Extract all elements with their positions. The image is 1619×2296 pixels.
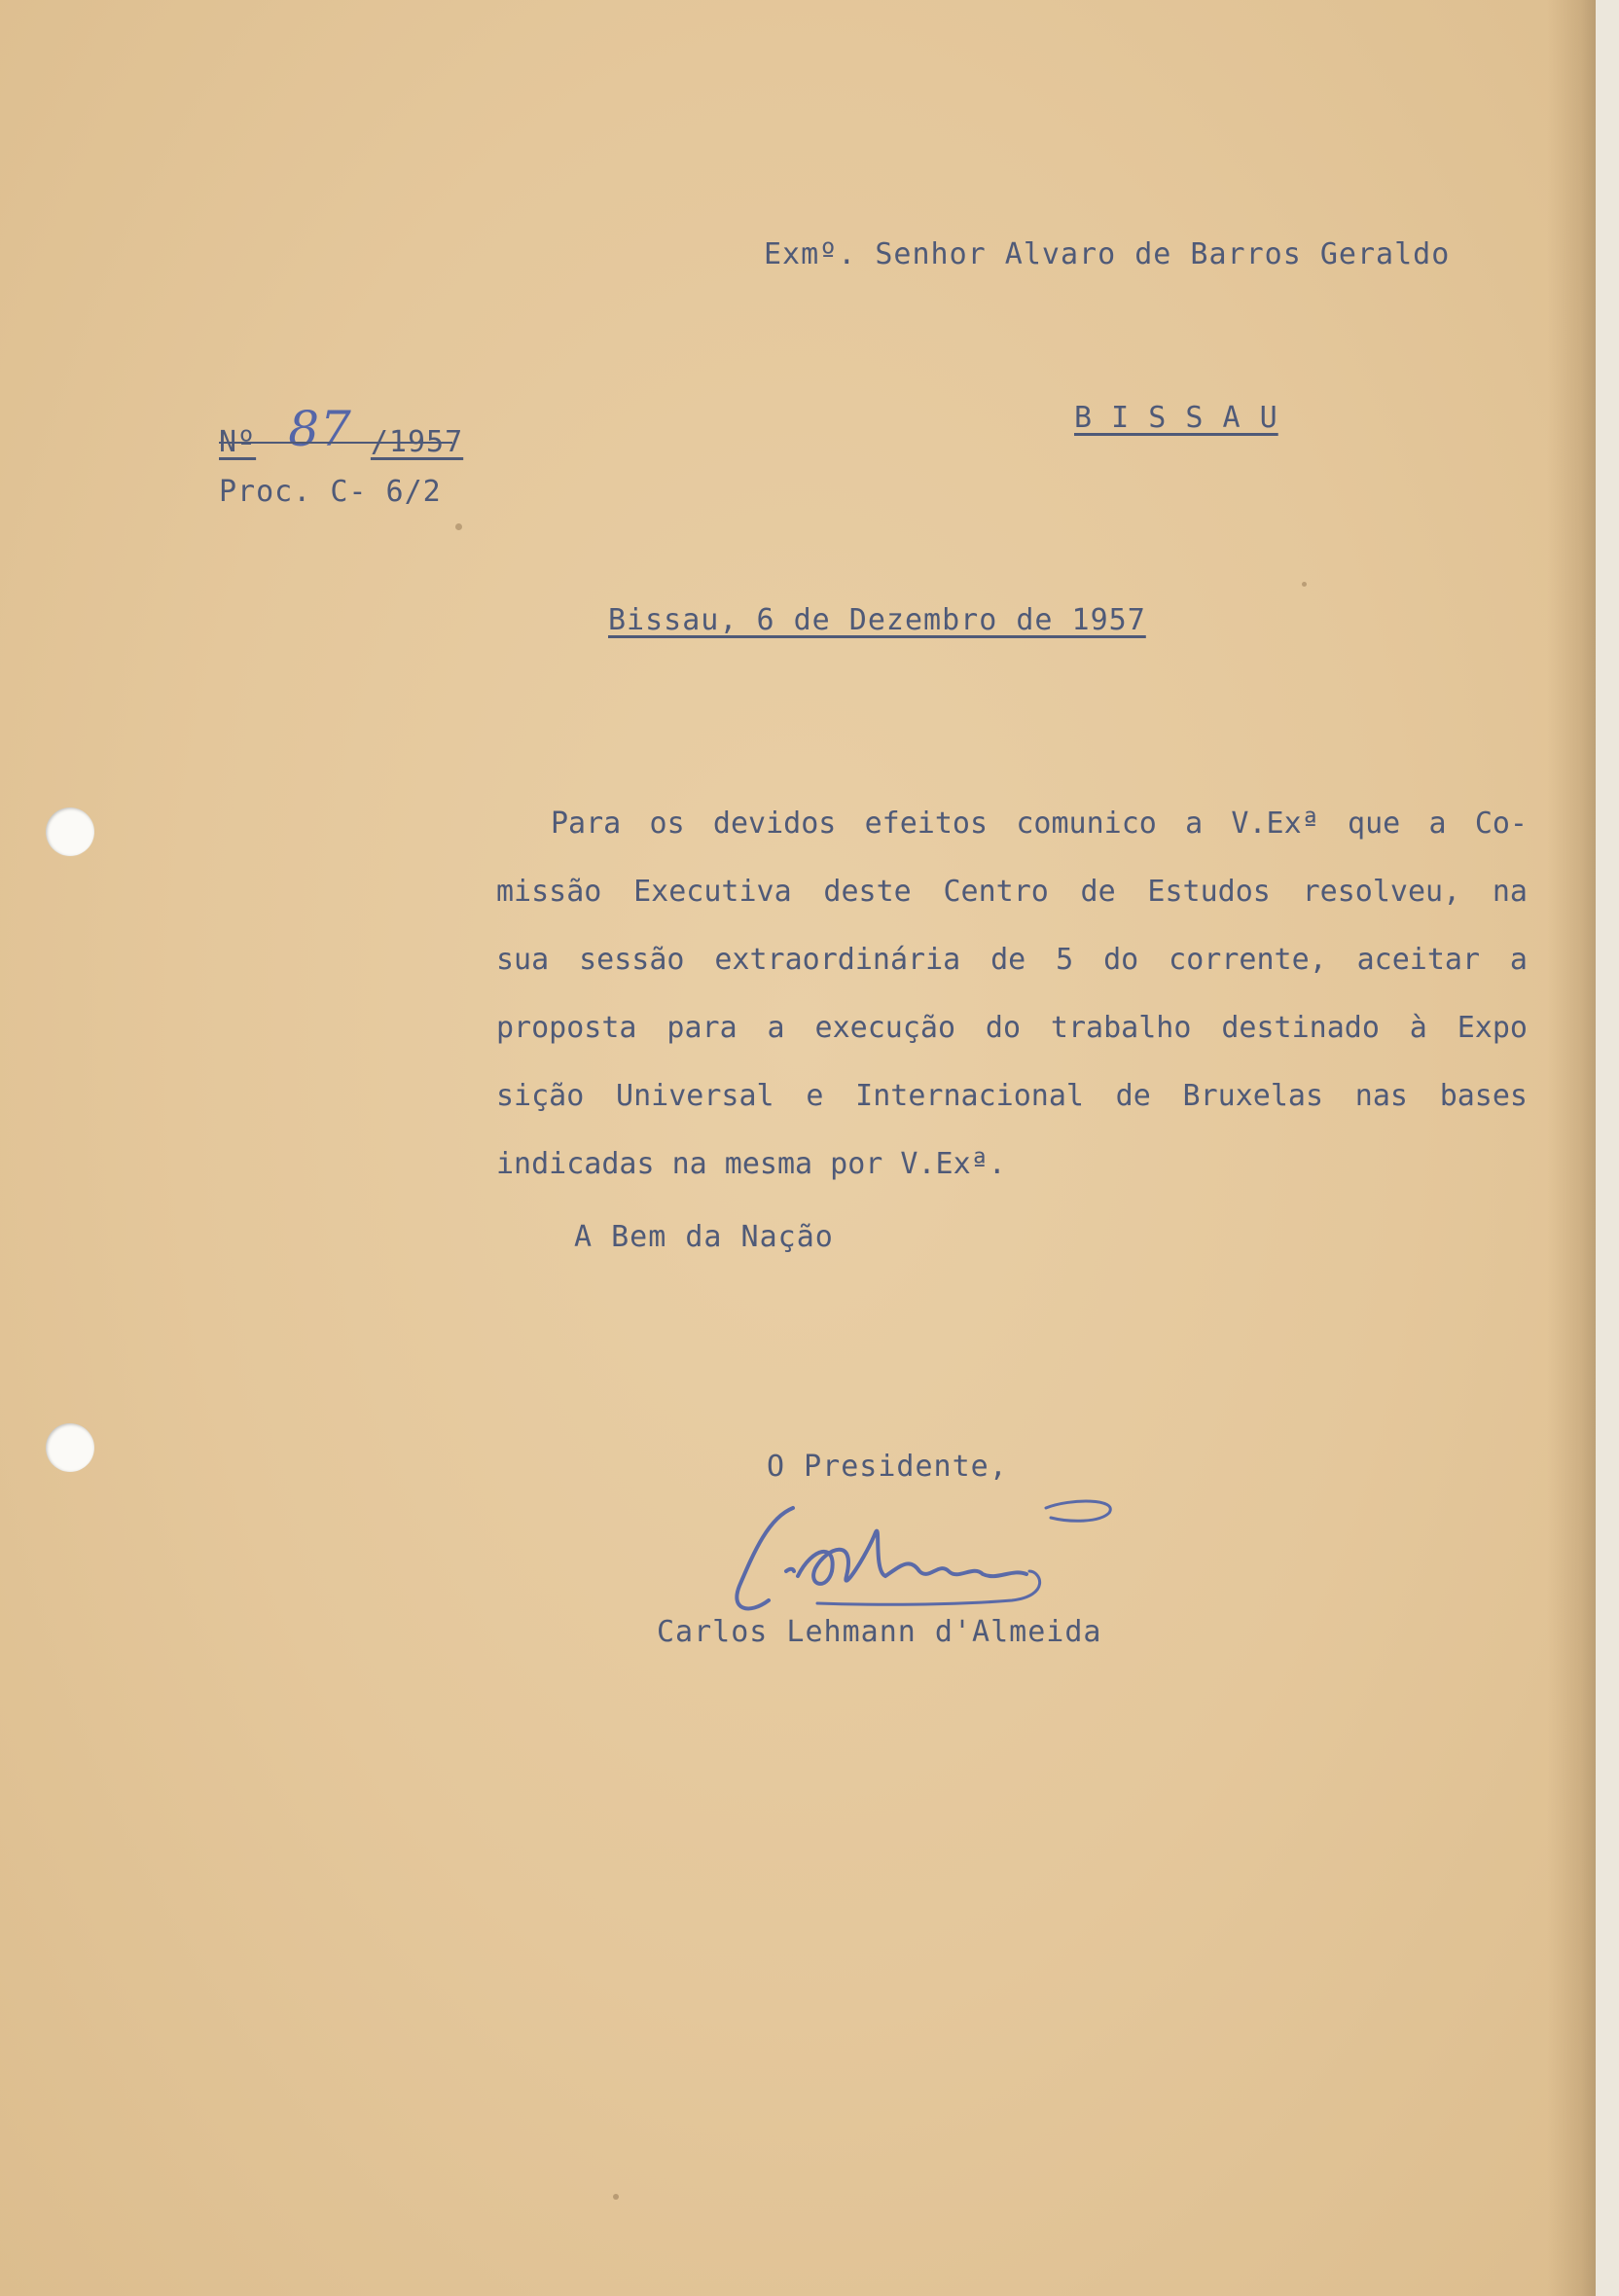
- body-line: sua sessão extraordinária de 5 do corrente, aceitar a: [496, 943, 1528, 977]
- recipient-line: Exmº. Senhor Alvaro de Barros Geraldo: [764, 237, 1451, 271]
- body-line: indicadas na mesma por V.Exª.: [496, 1147, 1006, 1181]
- body-line: sição Universal e Internacional de Bruxelas nas bases: [496, 1079, 1528, 1113]
- letter-body: [496, 790, 1528, 1199]
- paper-spot: [1302, 582, 1307, 587]
- reference-number: [219, 401, 464, 463]
- body-line: proposta para a execução do trabalho destinado à Expo: [496, 1011, 1528, 1045]
- signatory-title: O Presidente,: [767, 1450, 1008, 1484]
- body-line: missão Executiva deste Centro de Estudos resolveu, na: [496, 875, 1528, 909]
- punch-hole-bottom: [46, 1423, 94, 1472]
- handwritten-signature: [701, 1479, 1206, 1634]
- paper-spot: [613, 2194, 619, 2200]
- punch-hole-top: [46, 807, 94, 856]
- date-line: Bissau, 6 de Dezembro de 1957: [608, 603, 1146, 637]
- closing-salutation: A Bem da Nação: [574, 1220, 834, 1254]
- reference-year: /1957: [370, 425, 464, 459]
- proc-reference: Proc. C- 6/2: [219, 475, 442, 509]
- body-line: Para os devidos efeitos comunico a V.Exª que a Co-: [551, 807, 1528, 841]
- reference-handwritten-number: 87: [288, 401, 352, 457]
- reference-underline: [219, 440, 452, 446]
- paper-spot: [455, 523, 462, 530]
- page-edge-shadow: [1547, 0, 1596, 2296]
- signatory-name: Carlos Lehmann d'Almeida: [657, 1615, 1102, 1649]
- reference-prefix: Nº: [219, 425, 257, 459]
- destination-place: B I S S A U: [1074, 401, 1278, 435]
